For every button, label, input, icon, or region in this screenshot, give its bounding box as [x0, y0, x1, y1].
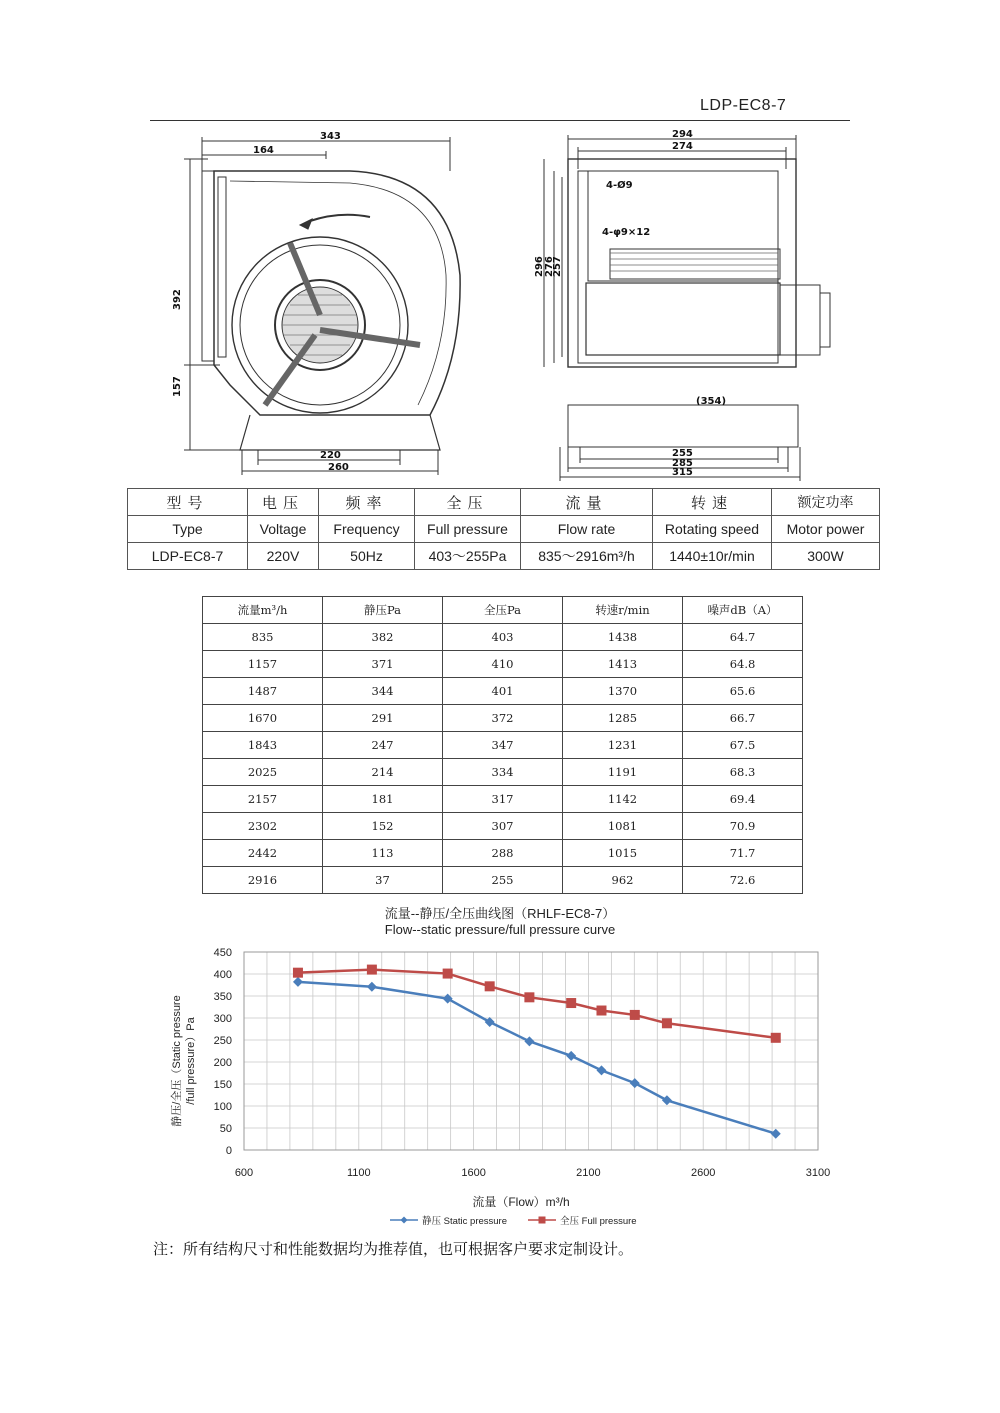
perf-header-static: 静压Pa	[323, 597, 443, 624]
y-tick-label: 400	[213, 969, 232, 981]
perf-row	[203, 651, 803, 678]
perf-cell: 2157	[203, 786, 323, 813]
dim-base-inner: 220	[320, 450, 341, 461]
dim-height-total: 392	[172, 289, 183, 310]
perf-cell: 67.5	[683, 732, 803, 759]
perf-cell: 255	[443, 867, 563, 894]
technical-drawing	[150, 125, 850, 485]
perf-cell: 307	[443, 813, 563, 840]
dim-width-total: 343	[320, 131, 341, 142]
perf-cell: 64.8	[683, 651, 803, 678]
perf-cell: 1081	[563, 813, 683, 840]
data-point	[662, 1018, 672, 1028]
perf-cell: 247	[323, 732, 443, 759]
dim-hole-small: 4-Ø9	[606, 180, 633, 191]
data-point	[293, 977, 303, 987]
dim-side-h2: 276	[544, 256, 555, 277]
dim-width-part: 164	[253, 145, 274, 156]
perf-row	[203, 624, 803, 651]
spec-header-en-voltage: Voltage	[248, 516, 319, 543]
x-tick-label: 600	[234, 1167, 254, 1179]
spec-header-type: 型号	[128, 489, 248, 516]
data-point	[443, 994, 453, 1004]
perf-cell: 410	[443, 651, 563, 678]
spec-value-speed: 1440±10r/min	[653, 543, 772, 570]
spec-value-full-pressure: 403～255Pa	[415, 543, 521, 570]
perf-row	[203, 786, 803, 813]
spec-header-frequency: 频率	[319, 489, 415, 516]
perf-header-flow: 流量m³/h	[203, 597, 323, 624]
perf-header-noise: 噪声dB（A）	[683, 597, 803, 624]
perf-cell: 334	[443, 759, 563, 786]
perf-cell: 1370	[563, 678, 683, 705]
perf-cell: 64.7	[683, 624, 803, 651]
spec-value-type: LDP-EC8-7	[128, 543, 248, 570]
spec-header-en-frequency: Frequency	[319, 516, 415, 543]
dim-base-outer: 260	[328, 462, 349, 473]
data-point	[630, 1078, 640, 1088]
series-line	[298, 982, 776, 1134]
perf-cell: 2916	[203, 867, 323, 894]
spec-header-flow-rate: 流量	[521, 489, 653, 516]
spec-header-en-full-pressure: Full pressure	[415, 516, 521, 543]
spec-header-full-pressure: 全压	[415, 489, 521, 516]
y-axis-label: /full pressure）Pa	[185, 1017, 197, 1105]
data-point	[524, 992, 534, 1002]
spec-header-row-zh	[128, 489, 880, 516]
perf-cell: 317	[443, 786, 563, 813]
perf-cell: 1413	[563, 651, 683, 678]
perf-header-speed: 转速r/min	[563, 597, 683, 624]
perf-cell: 401	[443, 678, 563, 705]
perf-cell: 1438	[563, 624, 683, 651]
perf-cell: 2302	[203, 813, 323, 840]
perf-cell: 1285	[563, 705, 683, 732]
spec-value-voltage: 220V	[248, 543, 319, 570]
y-tick-label: 50	[219, 1123, 232, 1135]
legend-marker	[539, 1217, 546, 1224]
data-point	[771, 1033, 781, 1043]
perf-cell: 1670	[203, 705, 323, 732]
dim-side-width-inner: 274	[672, 141, 693, 152]
chart-subtitle: Flow--static pressure/full pressure curve	[384, 922, 616, 937]
dim-height-lower: 157	[172, 376, 183, 397]
perf-cell: 66.7	[683, 705, 803, 732]
dim-hole-slot: 4-φ9×12	[602, 227, 651, 238]
spec-header-voltage: 电压	[248, 489, 319, 516]
perf-header-full: 全压Pa	[443, 597, 563, 624]
perf-cell: 70.9	[683, 813, 803, 840]
perf-row	[203, 759, 803, 786]
legend-label: 全压 Full pressure	[560, 1216, 637, 1227]
x-tick-label: 1600	[461, 1167, 486, 1179]
spec-value-flow-rate: 835～2916m³/h	[521, 543, 653, 570]
x-tick-label: 3100	[805, 1167, 831, 1179]
data-point	[566, 1051, 576, 1061]
perf-cell: 1157	[203, 651, 323, 678]
perf-cell: 1843	[203, 732, 323, 759]
pressure-chart	[160, 940, 840, 1235]
data-point	[662, 1095, 672, 1105]
perf-cell: 214	[323, 759, 443, 786]
dim-side-base2: 285	[672, 458, 693, 469]
legend-label: 静压 Static pressure	[422, 1216, 507, 1227]
y-tick-label: 450	[213, 947, 232, 959]
x-tick-label: 2600	[690, 1167, 716, 1179]
perf-cell: 37	[323, 867, 443, 894]
y-tick-label: 0	[225, 1145, 232, 1157]
spec-table	[127, 488, 880, 570]
perf-row	[203, 867, 803, 894]
data-point	[485, 1017, 495, 1027]
chart-title: 流量--静压/全压曲线图（RHLF-EC8-7）	[384, 906, 616, 921]
perf-cell: 372	[443, 705, 563, 732]
perf-cell: 403	[443, 624, 563, 651]
perf-cell: 962	[563, 867, 683, 894]
perf-cell: 2442	[203, 840, 323, 867]
data-point	[367, 965, 377, 975]
perf-cell: 1142	[563, 786, 683, 813]
spec-header-row-en	[128, 516, 880, 543]
perf-row	[203, 813, 803, 840]
y-tick-label: 100	[213, 1101, 232, 1113]
model-header: LDP-EC8-7	[700, 97, 787, 114]
perf-header-row	[203, 597, 803, 624]
data-point	[293, 968, 303, 978]
perf-cell: 344	[323, 678, 443, 705]
perf-cell: 1231	[563, 732, 683, 759]
data-point	[630, 1010, 640, 1020]
spec-header-en-flow-rate: Flow rate	[521, 516, 653, 543]
y-tick-label: 300	[213, 1013, 232, 1025]
data-point	[596, 1006, 606, 1016]
dim-side-h3: 257	[552, 256, 563, 277]
data-point	[367, 982, 377, 992]
spec-header-en-power: Motor power	[772, 516, 880, 543]
header-rule	[150, 120, 850, 121]
spec-header-speed: 转速	[653, 489, 772, 516]
perf-cell: 1015	[563, 840, 683, 867]
y-tick-label: 350	[213, 991, 232, 1003]
x-tick-label: 2100	[576, 1167, 601, 1179]
perf-cell: 181	[323, 786, 443, 813]
footnote: 注：所有结构尺寸和性能数据均为推荐值，也可根据客户要求定制设计。	[153, 1240, 634, 1258]
spec-value-row	[128, 543, 880, 570]
y-tick-label: 250	[213, 1035, 232, 1047]
dim-side-base1: 255	[672, 448, 693, 459]
legend-marker	[401, 1217, 408, 1224]
y-tick-label: 200	[213, 1057, 232, 1069]
perf-row	[203, 840, 803, 867]
data-point	[443, 969, 453, 979]
perf-cell: 835	[203, 624, 323, 651]
series-line	[298, 970, 776, 1038]
perf-cell: 72.6	[683, 867, 803, 894]
dim-side-h1: 296	[534, 256, 545, 277]
spec-value-power: 300W	[772, 543, 880, 570]
perf-cell: 2025	[203, 759, 323, 786]
data-point	[566, 998, 576, 1008]
y-tick-label: 150	[213, 1079, 232, 1091]
dim-side-depth: (354)	[696, 396, 727, 407]
performance-table	[202, 596, 803, 894]
perf-cell: 1487	[203, 678, 323, 705]
spec-value-frequency: 50Hz	[319, 543, 415, 570]
dim-side-width-outer: 294	[672, 129, 693, 140]
perf-cell: 152	[323, 813, 443, 840]
x-tick-label: 1100	[346, 1167, 371, 1179]
perf-cell: 69.4	[683, 786, 803, 813]
perf-row	[203, 732, 803, 759]
perf-cell: 68.3	[683, 759, 803, 786]
perf-cell: 71.7	[683, 840, 803, 867]
perf-cell: 65.6	[683, 678, 803, 705]
perf-cell: 288	[443, 840, 563, 867]
perf-cell: 371	[323, 651, 443, 678]
perf-cell: 382	[323, 624, 443, 651]
perf-cell: 291	[323, 705, 443, 732]
data-point	[524, 1036, 534, 1046]
perf-cell: 347	[443, 732, 563, 759]
perf-row	[203, 678, 803, 705]
perf-row	[203, 705, 803, 732]
spec-header-en-speed: Rotating speed	[653, 516, 772, 543]
data-point	[596, 1065, 606, 1075]
dim-side-base3: 315	[672, 467, 693, 478]
perf-cell: 113	[323, 840, 443, 867]
spec-header-power: 额定功率	[772, 489, 880, 516]
x-axis-label: 流量（Flow）m³/h	[472, 1195, 570, 1209]
data-point	[485, 981, 495, 991]
spec-header-en-type: Type	[128, 516, 248, 543]
y-axis-label: 静压/全压（Static pressure	[171, 995, 183, 1127]
perf-cell: 1191	[563, 759, 683, 786]
